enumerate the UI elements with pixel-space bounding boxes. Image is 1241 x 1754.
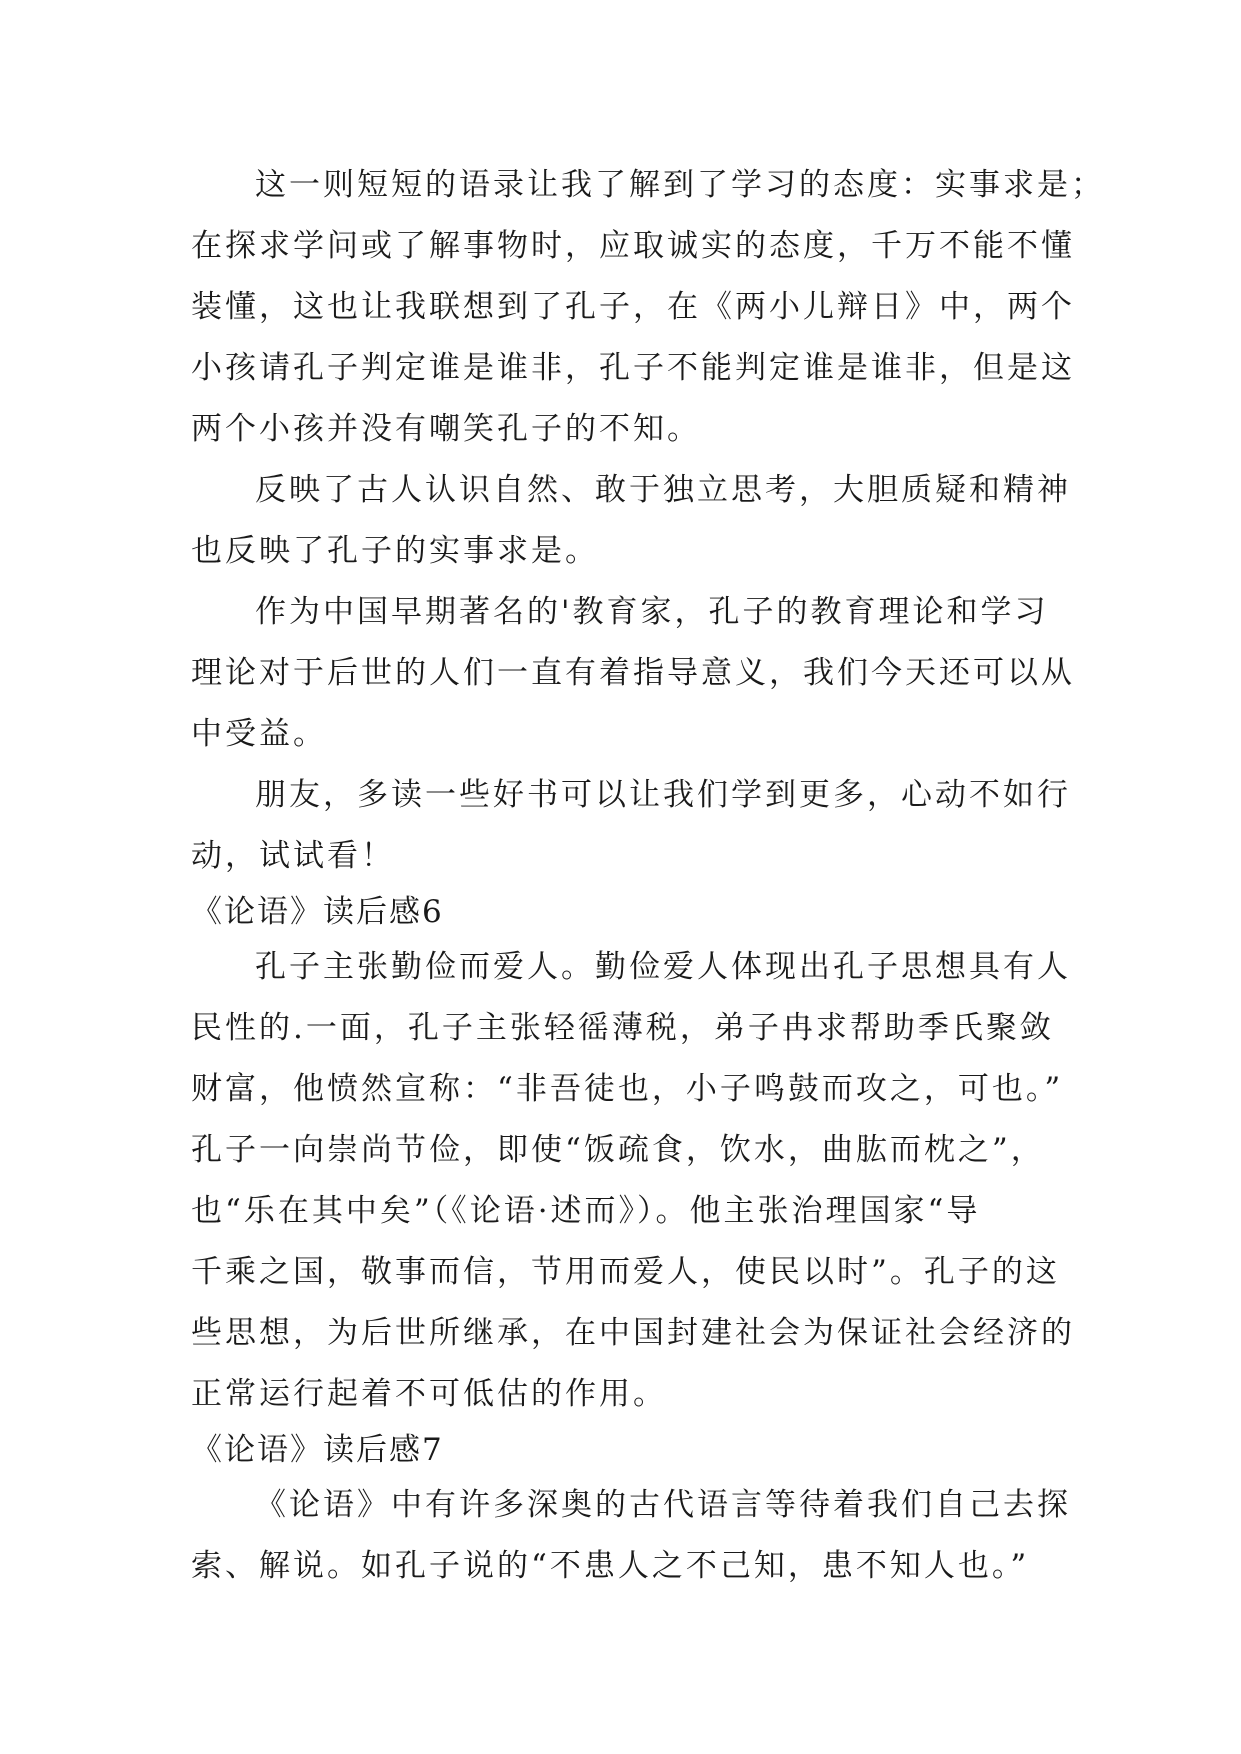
text-line: 理论对于后世的人们一直有着指导意义，我们今天还可以从 xyxy=(191,655,1075,691)
text-line: 索、解说。如孔子说的“不患人之不己知，患不知人也。” xyxy=(191,1548,1030,1584)
text-line: 中受益。 xyxy=(191,716,327,752)
paragraph-section-6 xyxy=(191,937,1075,1425)
text-line: 这一则短短的语录让我了解到了学习的态度：实事求是； xyxy=(255,167,1105,203)
text-line: 装懂，这也让我联想到了孔子，在《两小儿辩日》中，两个 xyxy=(191,289,1075,325)
text-line: 些思想，为后世所继承，在中国封建社会为保证社会经济的 xyxy=(191,1315,1075,1351)
text-line: 孔子一向崇尚节俭，即使“饭疏食，饮水，曲肱而枕之”， xyxy=(191,1132,1045,1168)
text-line: 在探求学问或了解事物时，应取诚实的态度，千万不能不懂 xyxy=(191,228,1075,264)
paragraph-learning-attitude xyxy=(191,155,1105,460)
text-line: 也反映了孔子的实事求是。 xyxy=(191,533,599,569)
paragraph-independent-thinking xyxy=(191,460,1071,582)
document-body xyxy=(191,155,1105,1597)
text-line: 两个小孩并没有嘲笑孔子的不知。 xyxy=(191,411,701,447)
text-line: 也“乐在其中矣”（《论语·述而》）。他主张治理国家“导 xyxy=(191,1193,981,1229)
text-line: 财富，他愤然宣称：“非吾徒也，小子鸣鼓而攻之，可也。” xyxy=(191,1071,1064,1107)
section-heading-6: 《论语》读后感6 xyxy=(191,894,444,930)
text-line: 千乘之国，敬事而信，节用而爱人，使民以时”。孔子的这 xyxy=(191,1254,1060,1290)
text-line: 民性的.一面，孔子主张轻徭薄税，弟子冉求帮助季氏聚敛 xyxy=(191,1010,1054,1046)
paragraph-closing xyxy=(191,765,1071,887)
text-line: 正常运行起着不可低估的作用。 xyxy=(191,1376,667,1412)
text-line: 反映了古人认识自然、敢于独立思考，大胆质疑和精神 xyxy=(255,472,1071,508)
text-line: 作为中国早期著名的'教育家，孔子的教育理论和学习 xyxy=(255,594,1049,630)
text-line: 孔子主张勤俭而爱人。勤俭爱人体现出孔子思想具有人 xyxy=(255,949,1071,985)
section-heading-7: 《论语》读后感7 xyxy=(191,1432,444,1468)
paragraph-educator xyxy=(191,582,1075,765)
text-line: 朋友，多读一些好书可以让我们学到更多，心动不如行 xyxy=(255,777,1071,813)
text-line: 小孩请孔子判定谁是谁非，孔子不能判定谁是谁非，但是这 xyxy=(191,350,1075,386)
paragraph-section-7 xyxy=(191,1475,1071,1597)
text-line: 《论语》中有许多深奥的古代语言等待着我们自己去探 xyxy=(255,1487,1071,1523)
text-line: 动，试试看！ xyxy=(191,838,395,874)
